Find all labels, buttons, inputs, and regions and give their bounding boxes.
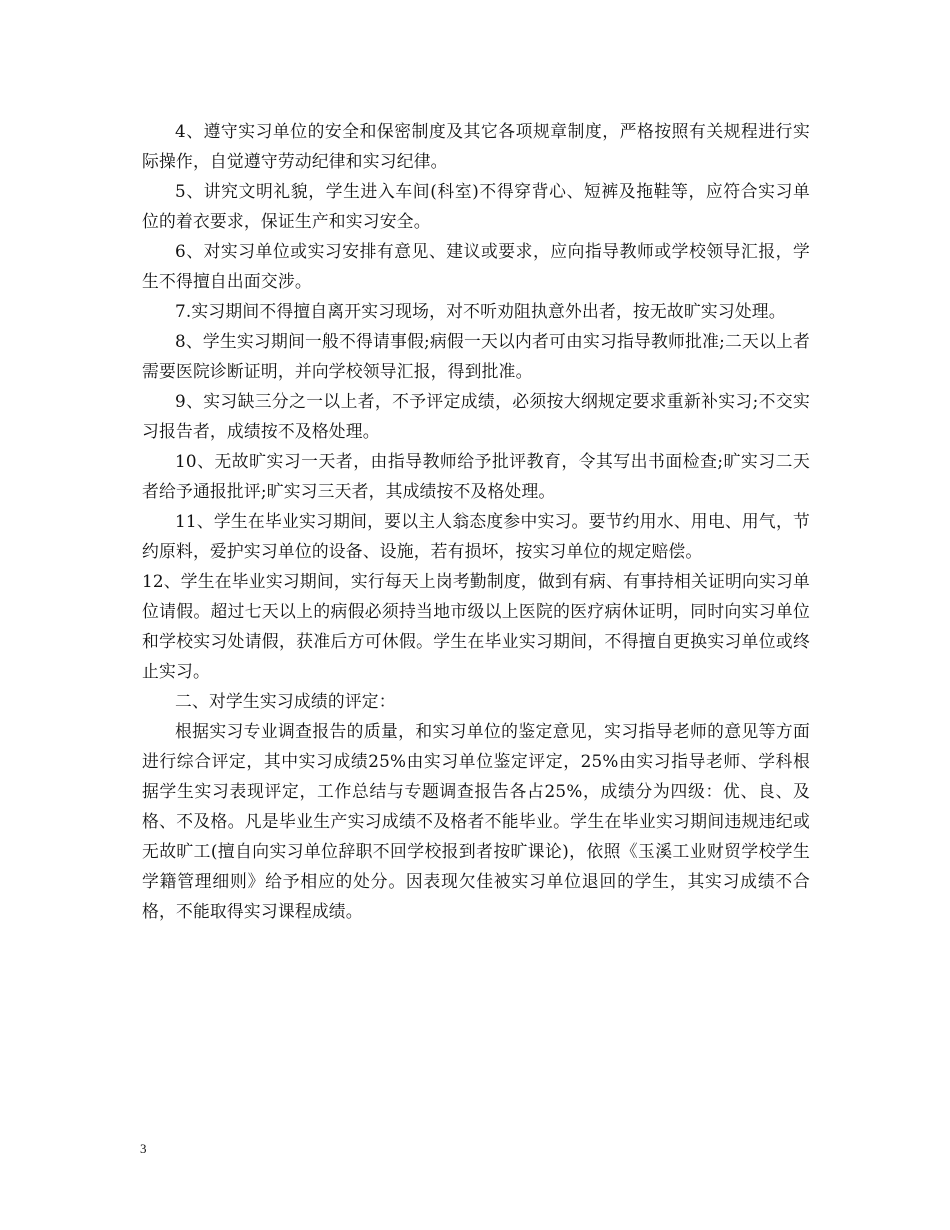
paragraph-rule-7: 7.实习期间不得擅自离开实习现场，对不听劝阻执意外出者，按无故旷实习处理。 [175,301,786,321]
section-heading-grading: 二、对学生实习成绩的评定： [175,691,396,711]
paragraph-rule-4: 4、遵守实习单位的安全和保密制度及其它各项规章制度，严格按照有关规程进行实际操作，自觉遵守劳动纪律和实习纪律。 [142,121,810,171]
paragraph-rule-6: 6、对实习单位或实习安排有意见、建议或要求，应向指导教师或学校领导汇报，学生不得擅自出面交涉。 [142,241,810,291]
page-number: 3 [140,1141,147,1156]
document-body [142,116,810,926]
paragraph-grading-details: 根据实习专业调查报告的质量，和实习单位的鉴定意见，实习指导老师的意见等方面进行综合评定，其中实习成绩25%由实习单位鉴定评定，25%由实习指导老师、学科根据学生实习表现评定，工作总结与专题调查报告各占25%，成绩分为四级：优、良、及格、不及格。凡是毕业生产实习成绩不及格者不能毕业。学生在毕业实习期间违规违纪或无故旷工(擅自向实习单位辞职不回学校报到者按旷课论)，依照《玉溪工业财贸学校学生学籍管理细则》给予相应的处分。因表现欠佳被实习单位退回的学生，其实习成绩不合格，不能取得实习课程成绩。 [142,721,810,921]
paragraph-rule-9: 9、实习缺三分之一以上者，不予评定成绩，必须按大纲规定要求重新补实习;不交实习报告者，成绩按不及格处理。 [142,391,810,441]
paragraph-rule-11: 11、学生在毕业实习期间，要以主人翁态度参中实习。要节约用水、用电、用气，节约原料，爱护实习单位的设备、设施，若有损坏，按实习单位的规定赔偿。 [142,511,810,561]
paragraph-rule-10: 10、无故旷实习一天者，由指导教师给予批评教育，令其写出书面检查;旷实习二天者给予通报批评;旷实习三天者，其成绩按不及格处理。 [142,451,810,501]
paragraph-rule-5: 5、讲究文明礼貌，学生进入车间(科室)不得穿背心、短裤及拖鞋等，应符合实习单位的着衣要求，保证生产和实习安全。 [142,181,810,231]
paragraph-rule-8: 8、学生实习期间一般不得请事假;病假一天以内者可由实习指导教师批准;二天以上者需要医院诊断证明，并向学校领导汇报，得到批准。 [142,331,810,381]
paragraph-rule-12: 12、学生在毕业实习期间，实行每天上岗考勤制度，做到有病、有事持相关证明向实习单位请假。超过七天以上的病假必须持当地市级以上医院的医疗病休证明，同时向实习单位和学校实习处请假，获准后方可休假。学生在毕业实习期间，不得擅自更换实习单位或终止实习。 [142,571,810,681]
